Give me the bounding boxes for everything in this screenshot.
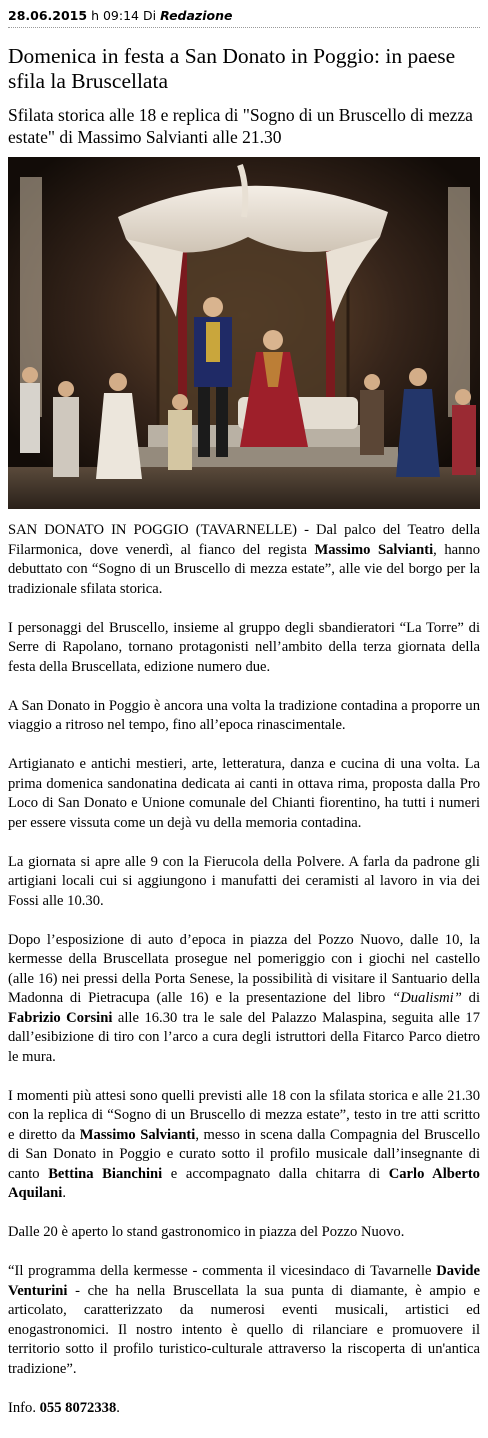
paragraph xyxy=(8,1087,480,1204)
paragraph-text: Info. xyxy=(8,1399,40,1416)
person-name: Carlo Alberto Aquilani xyxy=(8,1165,480,1201)
paragraph-text: , messo in scena dalla Compagnia del Bruscello di San Donato in Poggio e curato sotto il profilo musicale dall’insegnante di canto xyxy=(8,1126,481,1182)
paragraph-text: e accompagnato dalla chitarra di xyxy=(162,1165,389,1182)
person-name: Massimo Salvianti xyxy=(79,1126,196,1143)
paragraph-text: , hanno debuttato con “Sogno di un Bruscello di mezza estate”, alle vie del borgo per la tradizionale sfilata storica. xyxy=(8,541,480,597)
paragraph-text: SAN DONATO IN POGGIO (TAVARNELLE) - Dal palco del Teatro della Filarmonica, dove venerdì, al fianco del regista xyxy=(8,522,480,558)
paragraph: A San Donato in Poggio è ancora una volta la tradizione contadina a proporre un viaggio a ritroso nel tempo, fino all’epoca rinascimentale. xyxy=(8,697,480,733)
paragraph xyxy=(8,521,480,599)
article-time: h 09:14 xyxy=(91,8,139,23)
paragraph-text: - che ha nella Bruscellata la sua punta di diamante, è ampio e articolato, caratterizzato da numerosi eventi musicali, artistici ed enogastronomici. Il nostro intento è quello di rilanciare e promuovere il territorio sotto il profilo turistico-culturale attraverso la riscoperta di un'antica tradizione”. xyxy=(8,1282,480,1377)
paragraph xyxy=(8,1262,480,1379)
paragraph-text: Dopo l’esposizione di auto d’epoca in piazza del Pozzo Nuovo, dalle 10, la kermesse della Bruscellata prosegue nel pomeriggio con i giochi nel castello (alle 16) nei pressi della Porta Senese, la possibilità di visitare il Santuario della Madonna di Pietracupa (alle 16) e la presentazione del libro xyxy=(8,931,480,1006)
paragraph-text: . xyxy=(62,1185,67,1201)
phone-number: 055 8072338 xyxy=(39,1399,117,1416)
article-by: Di xyxy=(142,8,157,23)
article-date: 28.06.2015 xyxy=(8,8,88,23)
paragraph-text: “Il programma della kermesse - commenta il vicesindaco di Tavarnelle xyxy=(8,1263,437,1279)
article-meta xyxy=(8,8,232,23)
paragraph-text: . xyxy=(116,1399,120,1416)
article-author: Redazione xyxy=(160,8,233,23)
person-name: Davide Venturini xyxy=(8,1263,480,1299)
book-title: “Dualismi” xyxy=(392,990,462,1006)
person-name: Fabrizio Corsini xyxy=(8,1009,113,1026)
paragraph-text: I momenti più attesi sono quelli previsti alle 18 con la sfilata storica e alle 21.30 con la replica di “Sogno di un Bruscello di mezza estate”, testo in tre atti scritto e diretto da xyxy=(8,1087,480,1143)
paragraph xyxy=(8,1399,480,1419)
paragraph: I personaggi del Bruscello, insieme al gruppo degli sbandieratori “La Torre” di Serre di Rapolano, tornano protagonisti nell’ambito della terza giornata della festa della Bruscellata, edizione numero due. xyxy=(8,619,480,675)
paragraph-text: alle 16.30 tra le sale del Palazzo Malaspina, seguita alle 17 dall’esibizione di tiro con l’arco a cura degli istruttori della Fitarco Parco dietro le mura. xyxy=(8,1009,480,1065)
paragraph-text: di xyxy=(461,990,480,1006)
meta-divider xyxy=(8,27,480,28)
person-name: Bettina Bianchini xyxy=(48,1165,163,1182)
person-name: Massimo Salvianti xyxy=(314,541,434,558)
article-body xyxy=(8,521,480,1438)
article-photo xyxy=(8,157,480,509)
paragraph: La giornata si apre alle 9 con la Fierucola della Polvere. A farla da padrone gli artigiani locali cui si aggiungono i manufatti dei ceramisti al lavoro in via dei Fossi alle 10.30. xyxy=(8,853,480,909)
paragraph: Dalle 20 è aperto lo stand gastronomico in piazza del Pozzo Nuovo. xyxy=(8,1224,405,1240)
paragraph: Artigianato e antichi mestieri, arte, letteratura, danza e cucina di una volta. La prima domenica sandonatina dedicata ai canti in ottava rima, proposta dalla Pro Loco di San Donato e Unione comunale del Chianti fiorentino, ha tutti i numeri per essere vissuta come un dejà vu della memoria contadina. xyxy=(8,756,480,831)
article-subtitle: Sfilata storica alle 18 e replica di "Sogno di un Bruscello di mezza estate" di Massimo Salvianti alle 21.30 xyxy=(8,105,473,147)
article-title: Domenica in festa a San Donato in Poggio: in paese sfila la Bruscellata xyxy=(8,44,456,93)
paragraph xyxy=(8,931,480,1068)
